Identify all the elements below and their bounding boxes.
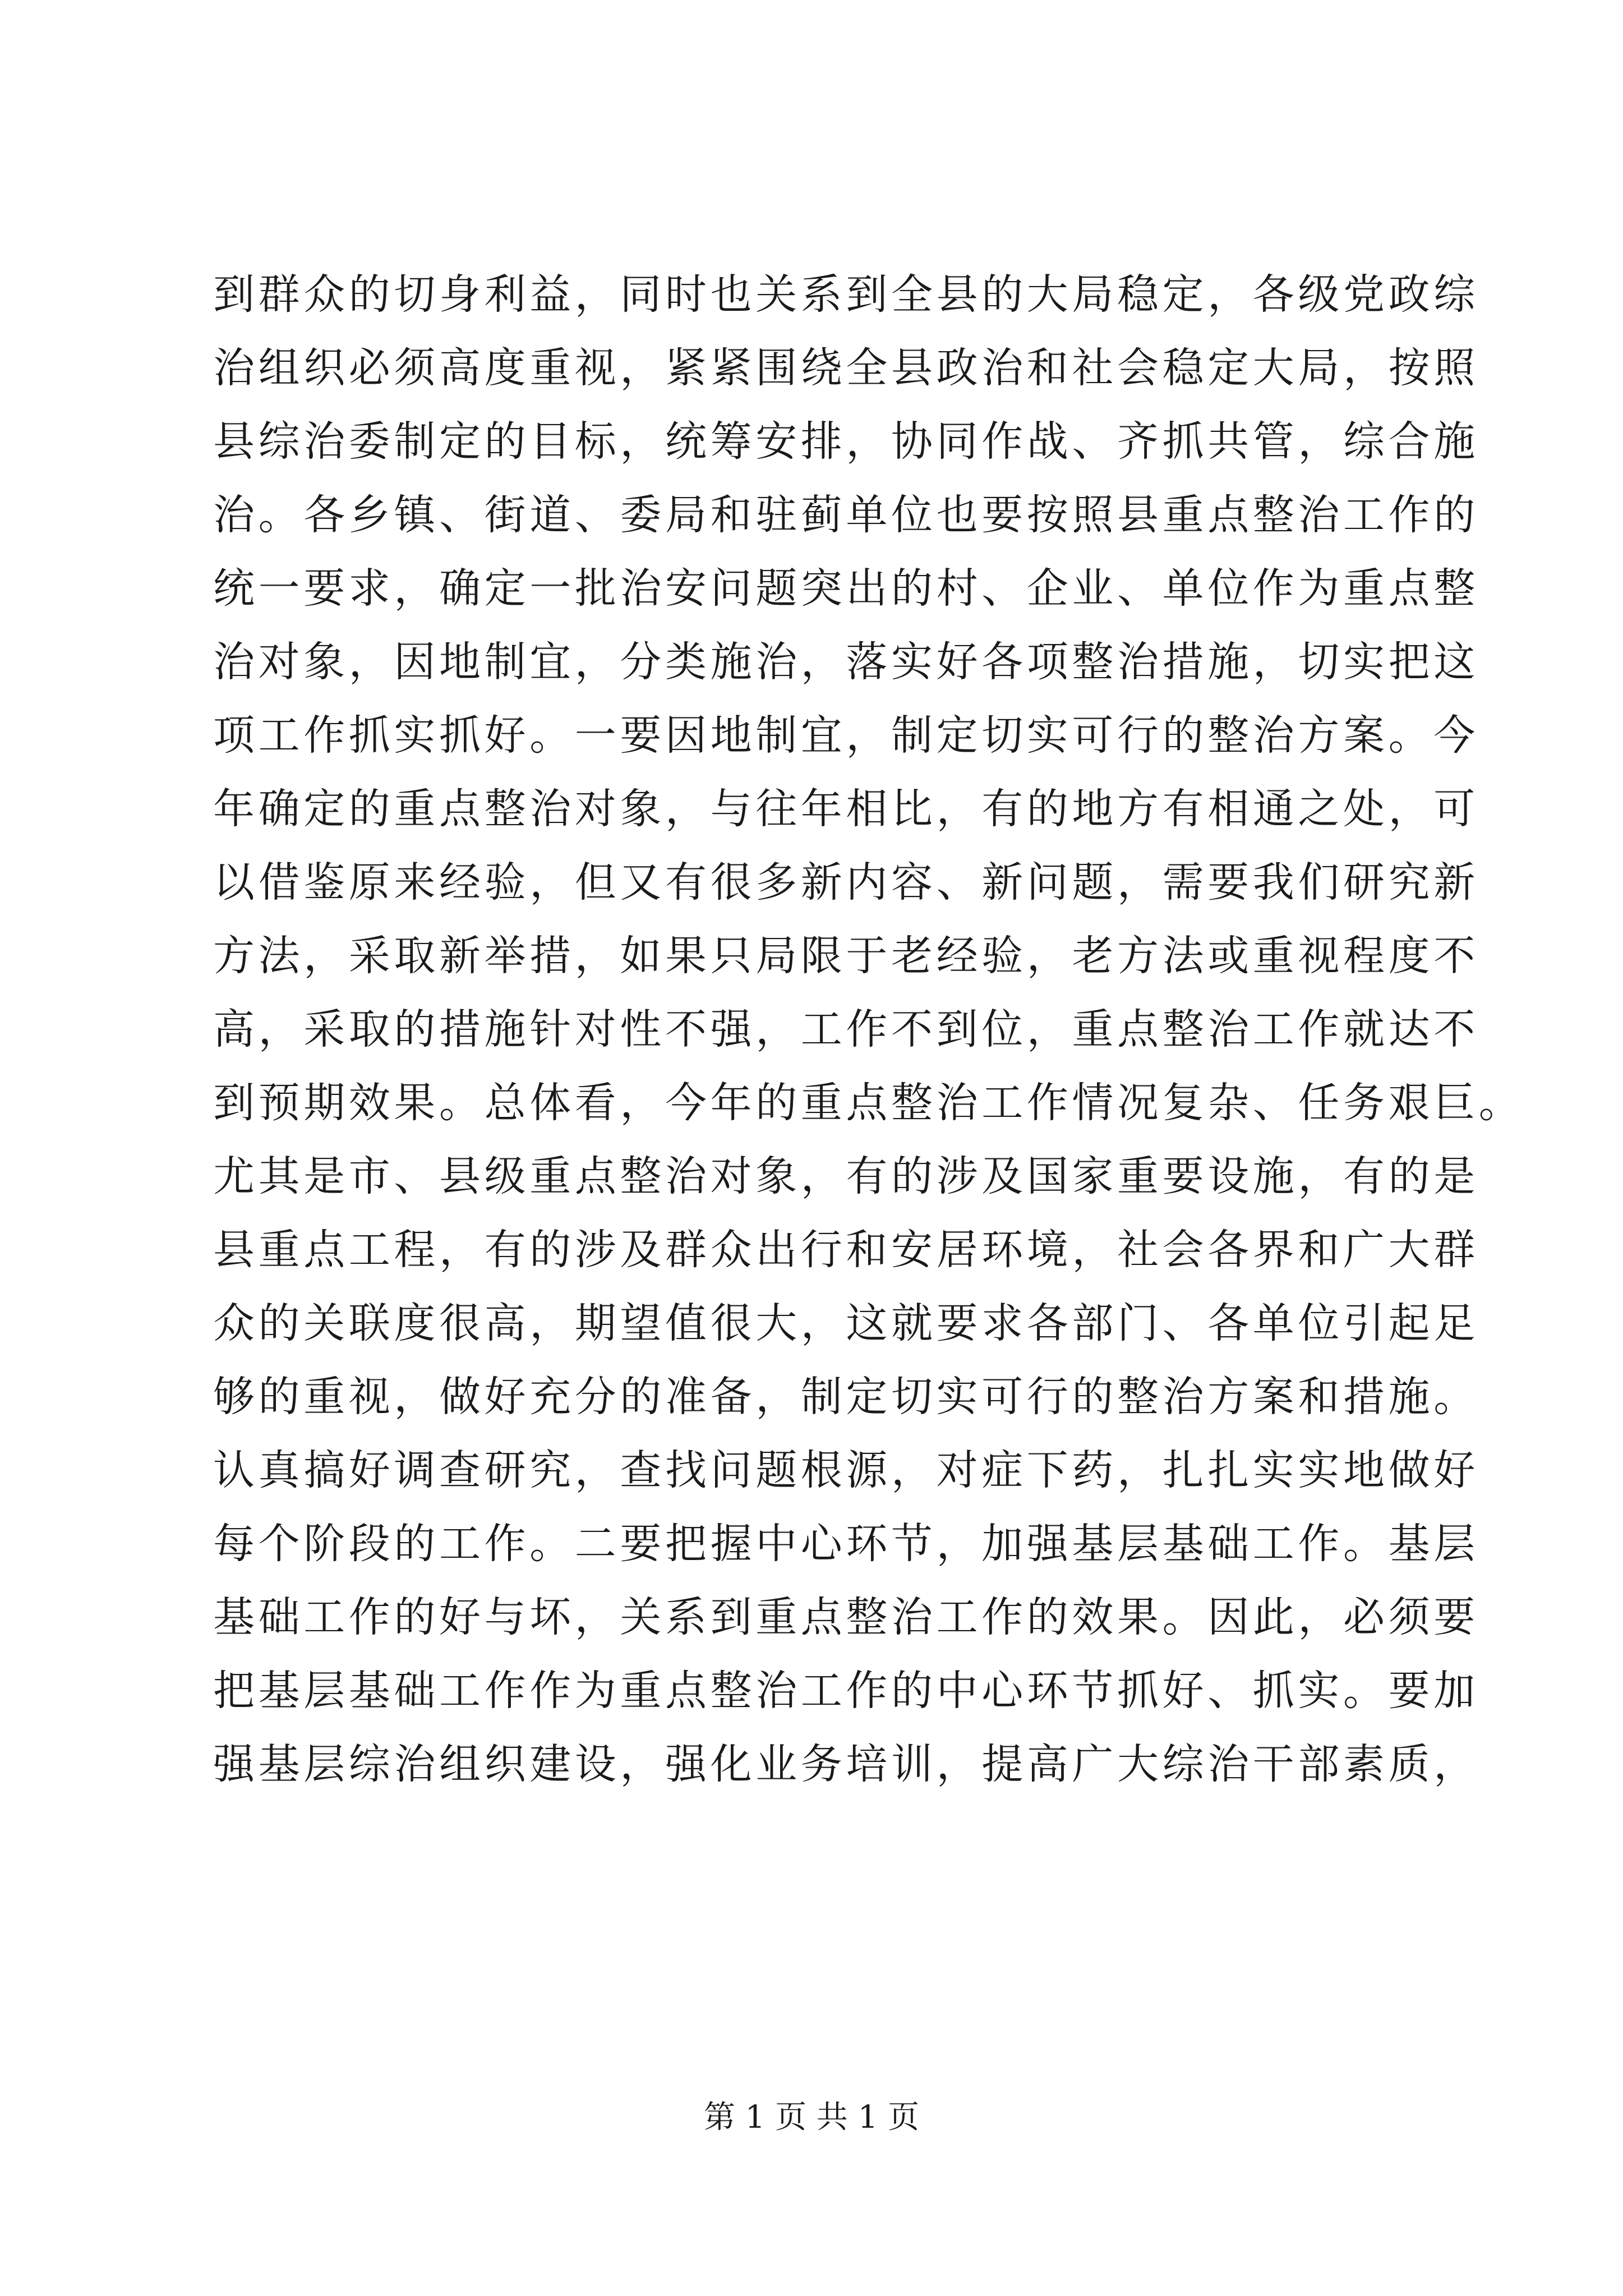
text-line: 强基层综治组织建设，强化业务培训，提高广大综治干部素质， bbox=[213, 1740, 1479, 1788]
text-line: 认真搞好调查研究，查找问题根源，对症下药，扎扎实实地做好 bbox=[213, 1446, 1479, 1494]
text-line: 到群众的切身利益，同时也关系到全县的大局稳定，各级党政综 bbox=[213, 270, 1479, 319]
text-line: 治组织必须高度重视，紧紧围绕全县政治和社会稳定大局，按照 bbox=[213, 344, 1479, 392]
text-line: 以借鉴原来经验，但又有很多新内容、新问题，需要我们研究新 bbox=[213, 858, 1479, 907]
document-body bbox=[213, 258, 1524, 1801]
text-line: 到预期效果。总体看，今年的重点整治工作情况复杂、任务艰巨。 bbox=[213, 1079, 1524, 1127]
text-line: 每个阶段的工作。二要把握中心环节，加强基层基础工作。基层 bbox=[213, 1520, 1479, 1568]
page-footer: 第 1 页 共 1 页 bbox=[703, 2099, 920, 2136]
text-line: 县重点工程，有的涉及群众出行和安居环境，社会各界和广大群 bbox=[213, 1226, 1479, 1274]
text-line: 统一要求，确定一批治安问题突出的村、企业、单位作为重点整 bbox=[213, 564, 1479, 613]
text-line: 治。各乡镇、街道、委局和驻蓟单位也要按照县重点整治工作的 bbox=[213, 491, 1479, 539]
text-line: 高，采取的措施针对性不强，工作不到位，重点整治工作就达不 bbox=[213, 1005, 1479, 1053]
text-line: 治对象，因地制宜，分类施治，落实好各项整治措施，切实把这 bbox=[213, 638, 1479, 686]
text-line: 年确定的重点整治对象，与往年相比，有的地方有相通之处，可 bbox=[213, 785, 1479, 833]
text-line: 把基层基础工作作为重点整治工作的中心环节抓好、抓实。要加 bbox=[213, 1667, 1479, 1715]
text-line: 项工作抓实抓好。一要因地制宜，制定切实可行的整治方案。今 bbox=[213, 711, 1479, 760]
text-line: 尤其是市、县级重点整治对象，有的涉及国家重要设施，有的是 bbox=[213, 1152, 1479, 1200]
text-line: 够的重视，做好充分的准备，制定切实可行的整治方案和措施。 bbox=[213, 1373, 1479, 1421]
text-line: 众的关联度很高，期望值很大，这就要求各部门、各单位引起足 bbox=[213, 1299, 1479, 1347]
text-line: 基础工作的好与坏，关系到重点整治工作的效果。因此，必须要 bbox=[213, 1593, 1479, 1641]
text-line: 县综治委制定的目标，统筹安排，协同作战、齐抓共管，综合施 bbox=[213, 417, 1479, 466]
text-line: 方法，采取新举措，如果只局限于老经验，老方法或重视程度不 bbox=[213, 932, 1479, 980]
